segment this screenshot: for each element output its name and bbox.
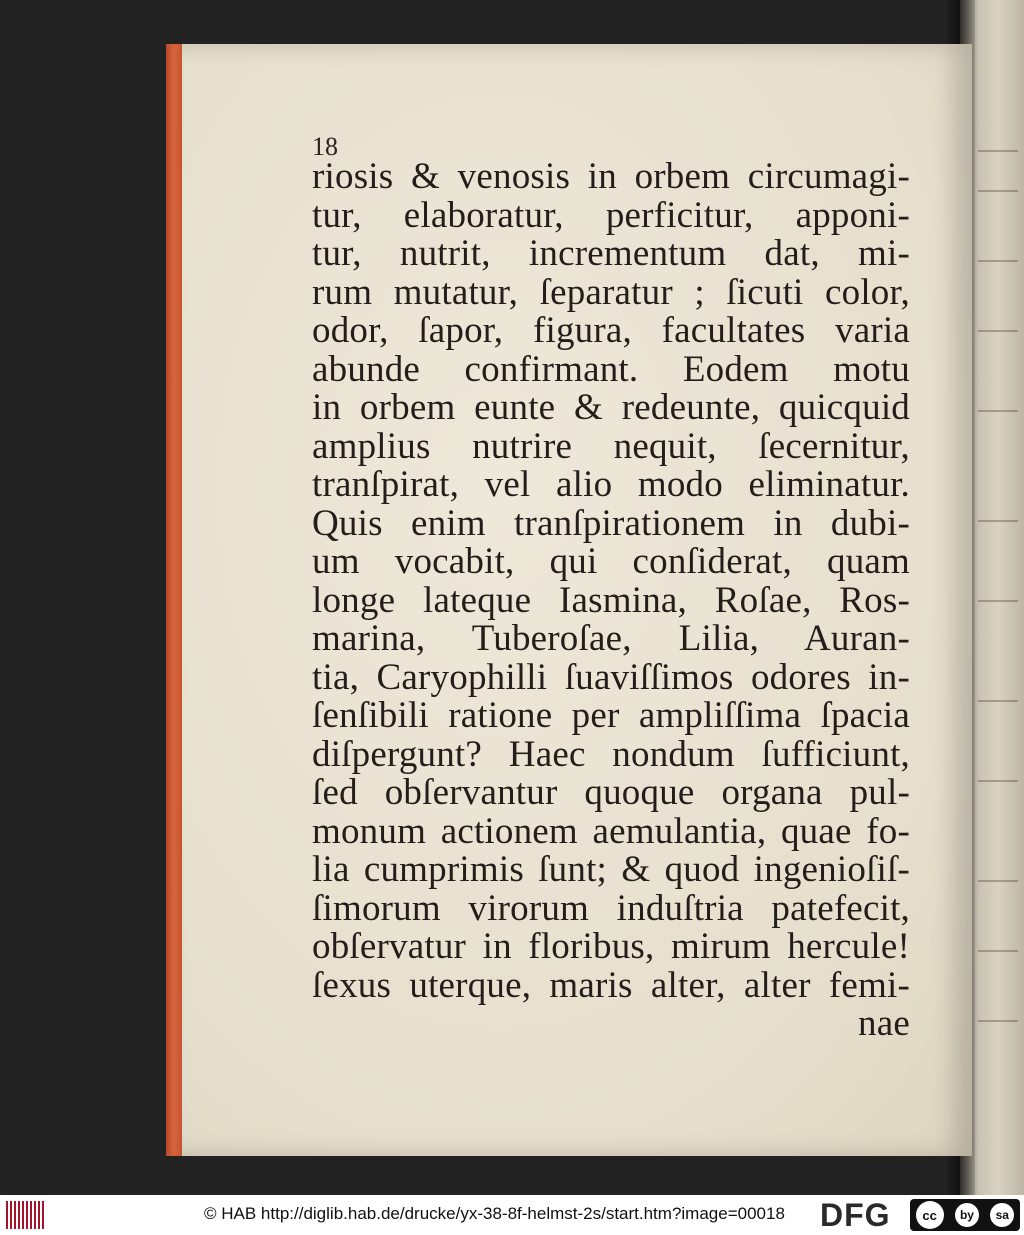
page-number: 18 xyxy=(312,132,338,161)
text-line: tur, nutrit, incrementum dat, mi- xyxy=(312,233,910,274)
text-line: longe lateque Iasmina, Roſae, Ros- xyxy=(312,579,910,621)
text-line: tranſpirat, vel alio modo eliminatur. xyxy=(312,464,910,505)
text-line: tur, elaboratur, perficitur, apponi- xyxy=(312,194,910,236)
viewer-footer xyxy=(0,1195,1024,1235)
cc-license-badge[interactable] xyxy=(910,1199,1020,1231)
by-icon: by xyxy=(955,1203,979,1227)
text-line: um vocabit, qui conſiderat, quam xyxy=(312,541,910,582)
text-line: ſimorum virorum induſtria patefecit, xyxy=(312,887,910,929)
text-line: Quis enim tranſpirationem in dubi- xyxy=(312,502,910,544)
text-line: tia, Caryophilli ſuaviſſimos odores in- xyxy=(312,656,910,698)
page-red-edge xyxy=(166,44,182,1156)
text-line: amplius nutrire nequit, ſecernitur, xyxy=(312,425,910,467)
text-line: odor, ſapor, figura, facultates varia xyxy=(312,310,910,351)
text-line: ſed obſervantur quoque organa pul- xyxy=(312,772,910,813)
page-text xyxy=(312,158,910,1044)
text-line: in orbem eunte & redeunte, quicquid xyxy=(312,387,910,428)
catchword: nae xyxy=(858,1003,910,1044)
text-line: marina, Tuberoſae, Lilia, Auran- xyxy=(312,618,910,659)
text-line: lia cumprimis ſunt; & quod ingenioſiſ- xyxy=(312,849,910,890)
text-line: diſpergunt? Haec nondum ſufficiunt, xyxy=(312,733,910,775)
cc-icon: cc xyxy=(916,1201,944,1229)
text-line: monum actionem aemulantia, quae fo- xyxy=(312,810,910,852)
text-line: rum mutatur, ſeparatur ; ſicuti color, xyxy=(312,271,910,313)
dfg-logo: DFG xyxy=(820,1197,891,1233)
sa-icon: sa xyxy=(990,1203,1014,1227)
text-line: ſenſibili ratione per ampliſſima ſpacia xyxy=(312,695,910,736)
text-line: ſexus uterque, maris alter, alter femi- xyxy=(312,964,910,1006)
text-line: riosis & venosis in orbem circumagi- xyxy=(312,156,910,197)
source-credit: © HAB http://diglib.hab.de/drucke/yx-38-8f-helmst-2s/start.htm?image=00018 xyxy=(204,1204,785,1223)
text-line: obſervatur in floribus, mirum hercule! xyxy=(312,926,910,967)
hab-barcode-icon xyxy=(6,1201,48,1229)
text-line: abunde confirmant. Eodem motu xyxy=(312,348,910,390)
